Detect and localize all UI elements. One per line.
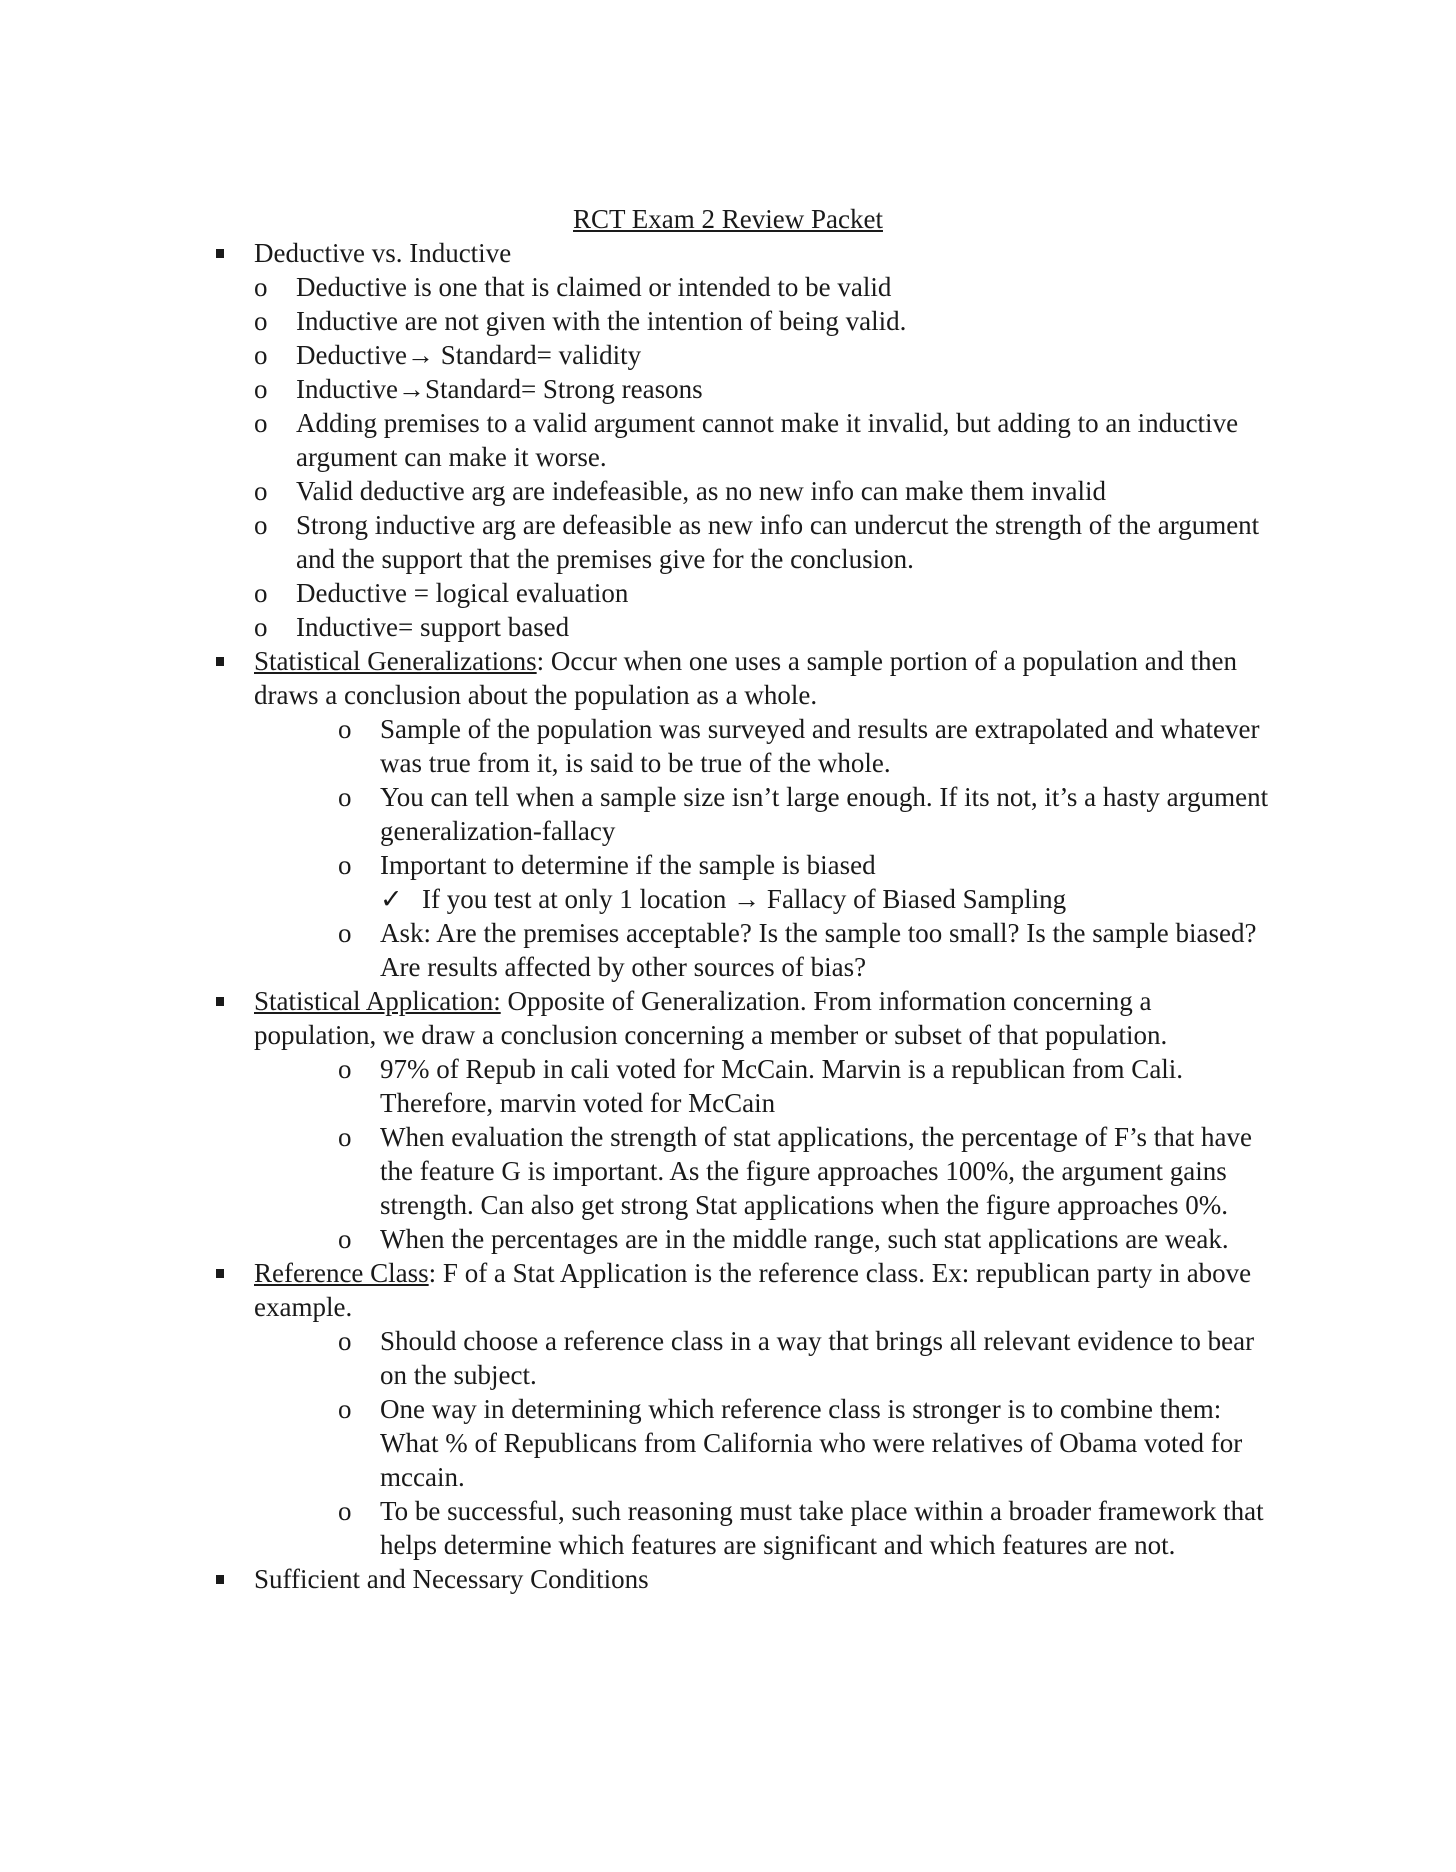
section-deductive-vs-inductive xyxy=(212,236,1272,270)
list-item: o Deductive is one that is claimed or intended to be valid xyxy=(254,272,892,302)
sublist xyxy=(212,1324,1272,1562)
circle-bullet-icon: o xyxy=(338,1122,352,1152)
circle-bullet-icon: o xyxy=(338,1224,352,1254)
circle-bullet-icon: o xyxy=(254,612,268,642)
list-item: o Deductive = logical evaluation xyxy=(254,578,629,608)
list-item: o When evaluation the strength of stat applications, the percentage of F’s that have the feature G is important. As the figure approaches 100%, the argument gains strength. Can also get strong Stat applications when the figure approaches 0%. xyxy=(338,1122,1252,1220)
list-item: o Important to determine if the sample is biased xyxy=(338,850,876,880)
circle-bullet-icon: o xyxy=(338,850,352,880)
circle-bullet-icon: o xyxy=(254,374,268,404)
square-bullet-icon xyxy=(216,1575,224,1584)
circle-bullet-icon: o xyxy=(338,1394,352,1424)
list-item: o Strong inductive arg are defeasible as new info can undercut the strength of the argument and the support that the premises give for the conclusion. xyxy=(254,510,1260,574)
square-bullet-icon xyxy=(216,249,224,258)
checkmark-icon: ✓ xyxy=(380,884,403,914)
list-item: o Adding premises to a valid argument cannot make it invalid, but adding to an inductive argument can make it worse. xyxy=(254,408,1239,472)
list-item: o Inductive→Standard= Strong reasons xyxy=(254,374,703,404)
square-bullet-icon xyxy=(216,657,224,666)
list-item: o One way in determining which reference class is stronger is to combine them: What % of Republicans from California who were relatives of Obama voted for mccain. xyxy=(338,1394,1243,1492)
list-item: o Valid deductive arg are indefeasible, as no new info can make them invalid xyxy=(254,476,1106,506)
circle-bullet-icon: o xyxy=(254,340,268,370)
circle-bullet-icon: o xyxy=(338,782,352,812)
list-item: o 97% of Repub in cali voted for McCain. Marvin is a republican from Cali. Therefore, marvin voted for McCain xyxy=(338,1054,1184,1118)
list-item: o Inductive are not given with the intention of being valid. xyxy=(254,306,907,336)
circle-bullet-icon: o xyxy=(254,578,268,608)
sublist xyxy=(212,270,1272,644)
section-description: : Occur when one uses a sample portion of a population and then draws a conclusion about the population as a whole. xyxy=(254,646,1237,710)
square-bullet-icon xyxy=(216,997,224,1006)
sublist xyxy=(212,712,1272,984)
circle-bullet-icon: o xyxy=(254,408,268,438)
section-heading: Sufficient and Necessary Conditions xyxy=(254,1564,649,1594)
section-heading: Reference Class xyxy=(254,1258,429,1288)
section-reference-class xyxy=(212,1256,1272,1324)
document-body xyxy=(212,236,1272,1596)
list-item: o To be successful, such reasoning must take place within a broader framework that helps determine which features are significant and which features are not. xyxy=(338,1496,1264,1560)
circle-bullet-icon: o xyxy=(254,306,268,336)
list-item: o Inductive= support based xyxy=(254,612,570,642)
list-item: o Ask: Are the premises acceptable? Is the sample too small? Is the sample biased? Are results affected by other sources of bias? xyxy=(338,918,1257,982)
section-heading: Statistical Generalizations xyxy=(254,646,537,676)
list-item: o Sample of the population was surveyed and results are extrapolated and whatever was true from it, is said to be true of the whole. xyxy=(338,714,1260,778)
circle-bullet-icon: o xyxy=(338,1496,352,1526)
square-bullet-icon xyxy=(216,1269,224,1278)
sublist xyxy=(212,1052,1272,1256)
list-item: o Should choose a reference class in a way that brings all relevant evidence to bear on the subject. xyxy=(338,1326,1255,1390)
circle-bullet-icon: o xyxy=(254,272,268,302)
section-description: Opposite of Generalization. From information concerning a population, we draw a conclusion concerning a member or subset of that population. xyxy=(254,986,1168,1050)
check-list-item: ✓ If you test at only 1 location → Fallacy of Biased Sampling xyxy=(380,884,1067,914)
list-item: o Deductive→ Standard= validity xyxy=(254,340,642,370)
section-description: : F of a Stat Application is the reference class. Ex: republican party in above example. xyxy=(254,1258,1252,1322)
circle-bullet-icon: o xyxy=(338,918,352,948)
circle-bullet-icon: o xyxy=(254,476,268,506)
section-statistical-generalizations xyxy=(212,644,1272,712)
list-item: o You can tell when a sample size isn’t large enough. If its not, it’s a hasty argument generalization-fallacy xyxy=(338,782,1269,846)
section-heading: Deductive vs. Inductive xyxy=(254,238,512,268)
section-heading: Statistical Application: xyxy=(254,986,501,1016)
circle-bullet-icon: o xyxy=(338,1054,352,1084)
circle-bullet-icon: o xyxy=(254,510,268,540)
circle-bullet-icon: o xyxy=(338,714,352,744)
circle-bullet-icon: o xyxy=(338,1326,352,1356)
page-title: RCT Exam 2 Review Packet xyxy=(573,204,883,234)
section-statistical-application xyxy=(212,984,1272,1052)
section-sufficient-and-necessary-conditions xyxy=(212,1562,1272,1596)
list-item: o When the percentages are in the middle range, such stat applications are weak. xyxy=(338,1224,1229,1254)
